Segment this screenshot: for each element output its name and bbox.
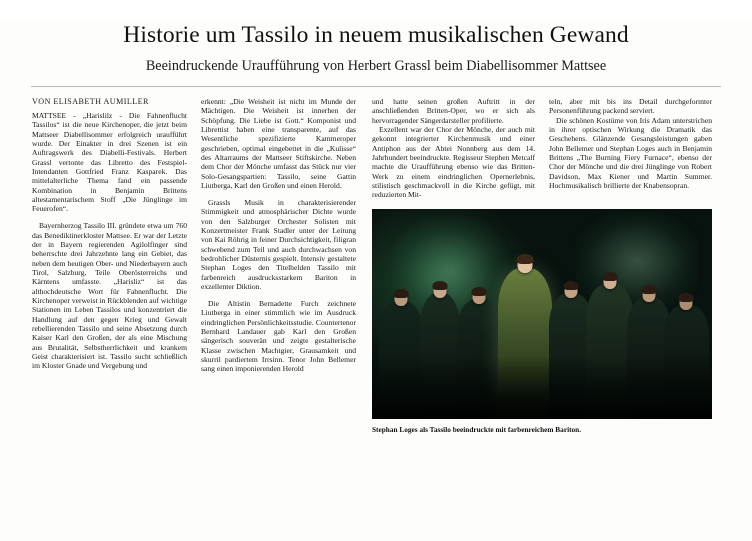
article-column-1 [32,97,187,371]
page-title: Historie um Tassilo in neuem musikalischen Gewand [123,22,629,48]
paragraph: und hatte seinen großen Auftritt in der anschließenden Britten-Oper, wo er sich als hervorragender Sängerdarsteller profilierte. [372,97,535,125]
paragraph: MATTSEE - „Harislilz - Die Fahnenflucht Tassilos“ ist die neue Kirchenoper, die jetzt beim Mattseer Diabellisommer erfolgreich uraufführt wurde. Der Einakter in drei Szenen ist ein Auftragswerk des Diabelli-Festivals. Herbert Grassl vertonte das Libretto des Festspiel-Intendanten Gottfried Franz Kasparek. Das mittelalterliche Thema fand ein passende Kombination in Benjamin Brittens altestamentarischem Stoff „Die Jünglinge im Feuerofen“. [32,111,187,214]
article-column-2 [201,97,356,374]
article-columns [32,97,722,434]
article-subhead: Beeindruckende Uraufführung von Herbert Grassl beim Diabellisommer Mattsee [145,58,607,74]
article-columns-right-text [372,97,712,200]
paragraph: Grassls Musik in charakterisierender Stimmigkeit und atmosphärischer Dichte wurde von den Salzburger Orchester Solisten mit Konzertmeister Frank Stadler unter der Leitung von Kai Röhrig in feiner Durchsichtigkeit, filigran schwebend zum Teil und auch durchwachsen von bedrohlicher Düsternis gespielt. Intensiv gestaltete Stephan Loges den Titelhelden Tassilo mit farbenreich ausdrucksstarkem Bariton in exzellenter Diktion. [201,197,356,292]
newspaper-article-page [0,22,752,541]
article-column-3 [372,97,535,200]
paragraph: Exzellent war der Chor der Mönche, der auch mit gekonnt integrierter Kirchenmusik und einer Antiphon aus der Abtei Nonnberg aus dem 14. Jahrhundert beeindruckte. Regisseur Stephen Metcalf machte die Uraufführung ebenso wie das Britten-Werk zu einem eindringlichen Opernerlebnis, stilistisch geschmackvoll in die Kirche gefügt, mit reduzierten Mit- [372,125,535,200]
paragraph: teln, aber mit bis ins Detail durchgeformter Personenführung packend serviert. [549,97,712,116]
header-divider [31,86,721,87]
paragraph: Die schönen Kostüme von Iris Adam unterstrichen in ihrer optischen Wirkung die Dramatik das Geschehens. Glänzende Gesangsleistungen gaben John Bellemer und Stephan Loges auch in Benjamin Brittens „The Burning Fiery Furnace“, ebenso der Chor der Mönche und die drei Jünglinge von Robert Davidson, Max Kiener und Martin Summer. Hochmusikalisch brillierte der Knabensopran. [549,115,712,191]
paragraph: erkennt: „Die Weisheit ist nicht im Munde der Mächtigen. Die Weisheit ist innerhen der Schöpfung. Die Liebe ist Gott.“ Komponist und Librettist haben eine transparente, auf das Wesentliche spezifizierte Kammeroper geschrieben, optimal eingebettet in die „Kulisse“ des Altarraums der Mattseer Stiftskirche. Neben dem Chor der Mönche umfasst das Stück nur vier Solo-Gesangspartien: Tassilo, seine Gattin Liutberga, Karl den Großen und einen Herold. [201,97,356,191]
byline: VON ELISABETH AUMILLER [32,97,149,106]
photo-foreground-shadow [372,356,712,419]
article-right-block [372,97,712,434]
photo-caption: Stephan Loges als Tassilo beeindruckte mit farbenreichem Bariton. [372,424,582,434]
article-photo [372,209,712,419]
paragraph: Die Altistin Bernadette Furch zeichnete Liutberga in einer stimmlich wie im Ausdruck eindringlichen Persönlichkeitsstudie. Countertenor Bernhard Landauer gab Karl den Großen sängerisch souverän und zeigte gestalterische Klasse zwischen Machtgier, Grausamkeit und skurril pardiertem Irrsinn. Tenor John Bellemer sang einen imponierenden Herold [201,298,356,374]
paragraph: Bayernherzog Tassilo III. gründete etwa um 760 das Benediktinerkloster Mattsee. Er war der Letzte der in Bayern regierenden Agilolfinger sind beherrschte drei Jahrzehnte lang ein Gebiet, das neben dem heutigen Ober- und Niederbayern auch Tirol, Salzburg, Teile Oberösterreichs und Kärntens umfasste. „Harisliz“ ist das althochdeutsche Wort für Fahnenflucht. Die Kirchenoper verweist in Rückblenden auf wichtige Stationen im Leben Tassilos und konzentriert die Handlung auf den gegen Krieg und Gewalt rebellierenden Tassilo und seine Absetzung durch Kaiser Karl den Großen, der als eine Mischung aus Brutalität, Selbstherrlichkeit und krankem Geist charakterisiert ist. Tassilo sucht schließlich im Kloster Gnade und Vergebung und [32,221,187,371]
article-column-4 [549,97,712,200]
